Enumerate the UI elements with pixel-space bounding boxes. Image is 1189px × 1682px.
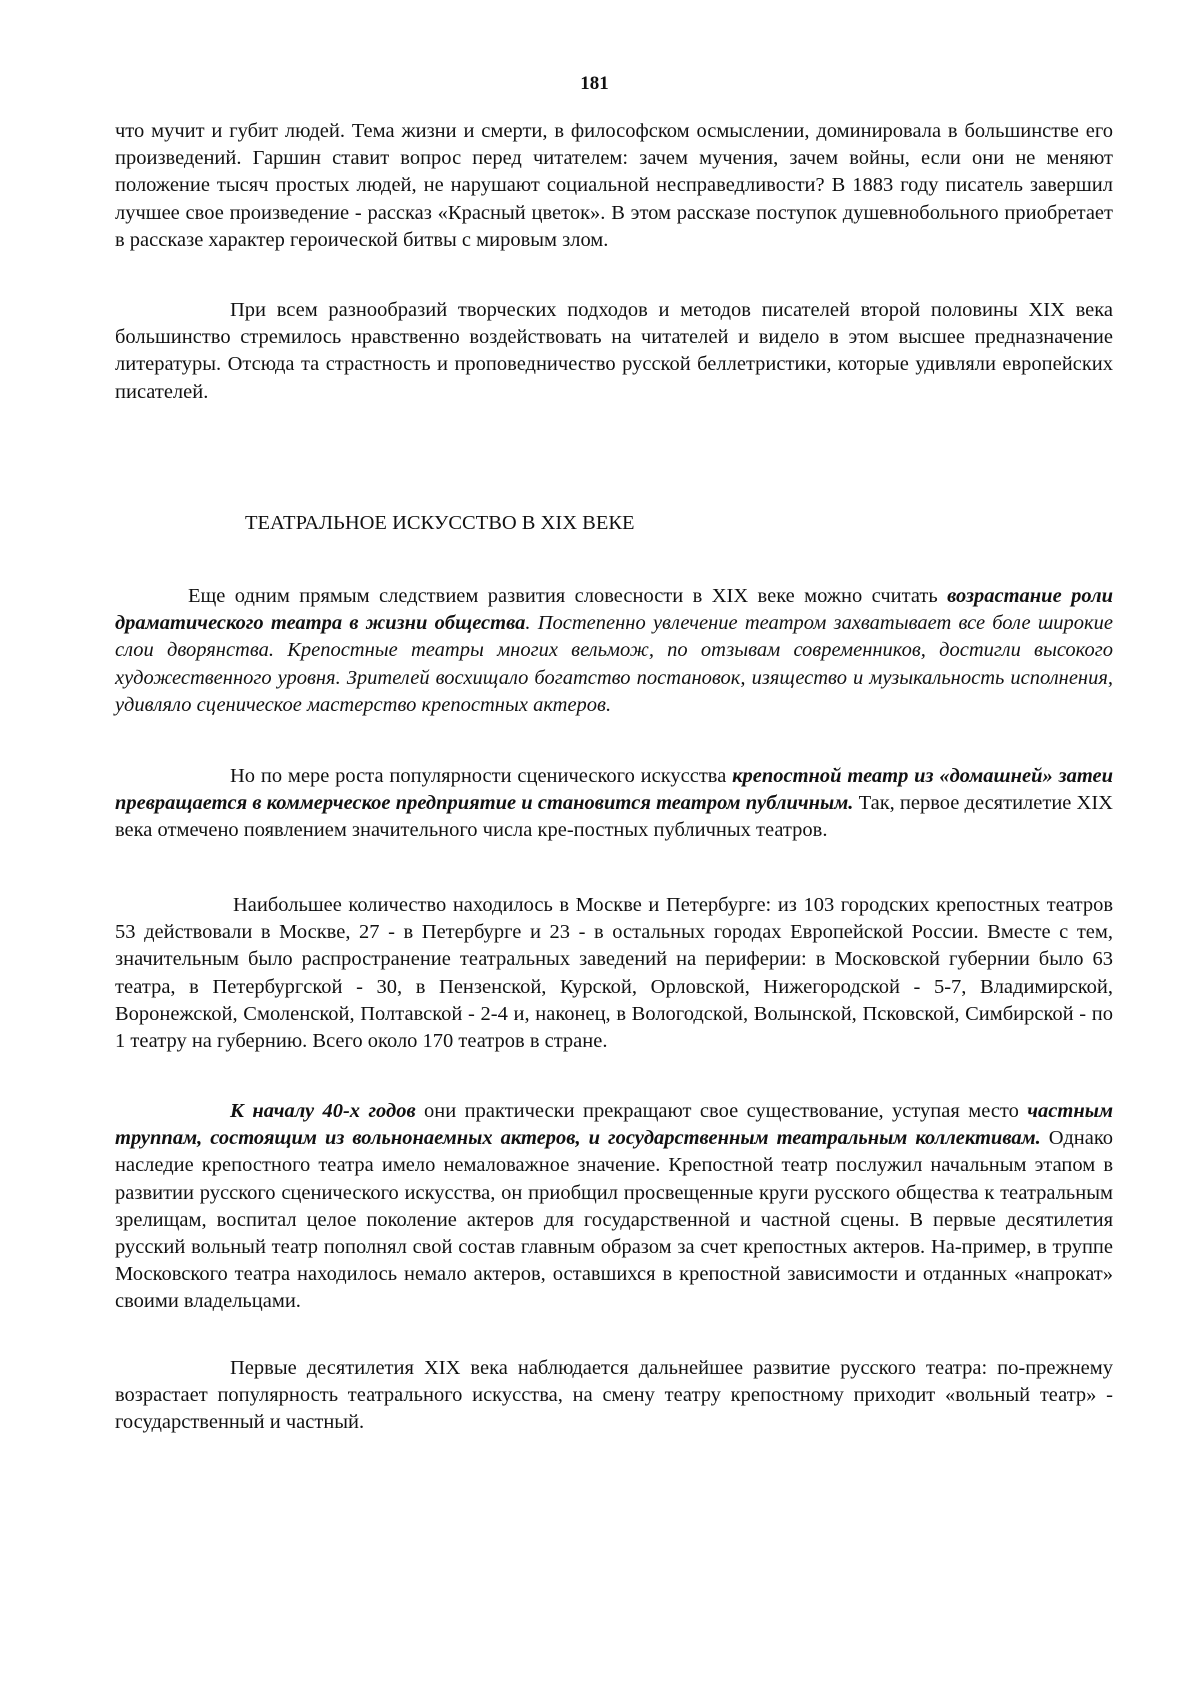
paragraph-free-theatre-text: Первые десятилетия XIX века наблюдается дальнейшее развитие русского театра: по-прежнему возрастает популярность театрального искусства, на смену театру крепостному приходит «вольный театр» - государственный и частный. (115, 1357, 1113, 1434)
paragraph-free-theatre (115, 1355, 1113, 1437)
paragraph-public-theatre-rest: Так, первое десятилетие XIX века отмечено появлением значительного числа кре-постных публичных театров. (115, 792, 1113, 842)
paragraph-public-theatre (115, 763, 1113, 845)
paragraph-theatre-statistics (115, 892, 1113, 1055)
paragraph-forties-emphasis: частным труппам, состоящим из вольнонаемных актеров, и государственным театральным коллективам. (115, 1100, 1114, 1150)
paragraph-forties-text: они практически прекращают свое существование, уступая место (415, 1100, 1028, 1122)
paragraph-theatre-statistics-text: Наибольшее количество находилось в Москве и Петербурге: из 103 городских крепостных театров 53 действовали в Москве, 27 - в Петербурге и 23 - в остальных городах Европейской России. Вместе с тем, значительным было распространение театральных заведений на периферии: в Московской губернии было 63 театра, в Петербургской - 30, в Пензенской, Курской, Орловской, Нижегородской - 5-7, Владимирской, Воронежской, Смоленской, Полтавской - 2-4 и, наконец, в Вологодской, Волынской, Псковской, Симбирской - по 1 театру на губернию. Всего около 170 театров в стране. (115, 894, 1113, 1053)
paragraph-forties (115, 1098, 1113, 1316)
paragraph-theatre-role (115, 583, 1113, 719)
paragraph-public-theatre-emphasis: крепостной театр из «домашней» затеи превращается в коммерческое предприятие и становится театром публичным. (115, 765, 1113, 815)
paragraph-theatre-role-emphasis: возрастание роли драматического театра в жизни общества (115, 585, 1113, 635)
paragraph-garshin-text: что мучит и губит людей. Тема жизни и смерти, в философском осмыслении, доминировала в большинстве его произведений. Гаршин ставит вопрос перед читателем: зачем мучения, зачем войны, если они не меняют положение тысяч простых людей, не нарушают социальной несправедливости? В 1883 году писатель завершил лучшее свое произведение - рассказ «Красный цветок». В этом рассказе поступок душевнобольного приобретает в рассказе характер героической битвы с мировым злом. (115, 120, 1113, 251)
paragraph-public-theatre-lead: Но по мере роста популярности сценического искусства (230, 765, 733, 787)
paragraph-theatre-role-rest: . Постепенно увлечение театром захватывает все боле широкие слои дворянства. Крепостные театры многих вельмож, по отзывам современников, достигли высокого художественного уровня. Зрителей восхищало богатство постановок, изящество и музыкальность исполнения, удивляло сценическое мастерство крепостных актеров. (115, 612, 1113, 716)
paragraph-literature-purpose (115, 297, 1113, 406)
paragraph-literature-purpose-text: При всем разнообразий творческих подходов и методов писателей второй половины XIX века большинство стремилось нравственно воздействовать на читателей и видело в этом высшее предназначение литературы. Отсюда та страстность и проповедничество русской беллетристики, которые удивляли европейских писателей. (115, 299, 1113, 403)
paragraph-garshin (115, 118, 1113, 254)
section-heading: ТЕАТРАЛЬНОЕ ИСКУССТВО В XIX ВЕКЕ (245, 512, 635, 534)
paragraph-forties-date: К началу 40-х годов (230, 1100, 416, 1122)
paragraph-forties-rest: Однако наследие крепостного театра имело немаловажное значение. Крепостной театр послужил начальным этапом в развитии русского сценического искусства, он приобщил просвещенные круги русского общества к театральным зрелищам, воспитал целое поколение актеров для государственной и частной сцены. В первые десятилетия русский вольный театр пополнял свой состав главным образом за счет крепостных актеров. На-пример, в труппе Московского театра находилось немало актеров, оставшихся в крепостной зависимости и отданных «напрокат» своими владельцами. (115, 1127, 1113, 1313)
page-number: 181 (580, 73, 609, 94)
paragraph-theatre-role-lead: Еще одним прямым следствием развития словесности в XIX веке можно считать (188, 585, 948, 607)
